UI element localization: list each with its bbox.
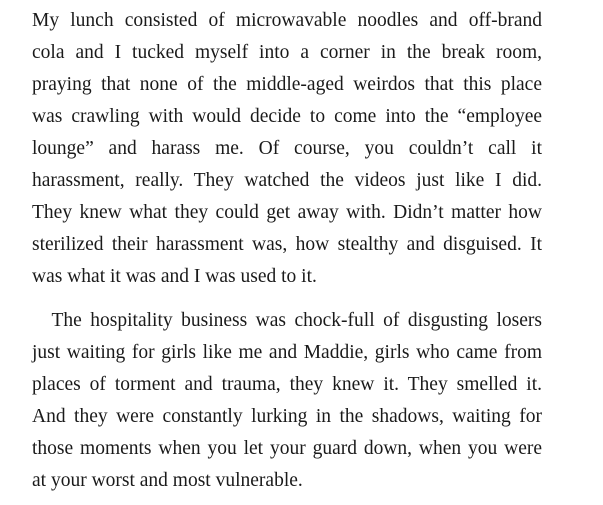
text-line: The hospitality business was chock-full of disgusting losers bbox=[32, 310, 542, 331]
text-line: And they were constantly lurking in the shadows, waiting for bbox=[32, 406, 542, 427]
text-line: sterilized their harassment was, how stealthy and disguised. It bbox=[32, 234, 542, 255]
text-line: at your worst and most vulnerable. bbox=[32, 470, 303, 491]
text-line: praying that none of the middle-aged weirdos that this place bbox=[32, 74, 542, 95]
paragraph bbox=[32, 305, 542, 497]
text-line: was what it was and I was used to it. bbox=[32, 266, 317, 287]
text-line: just waiting for girls like me and Maddie, girls who came from bbox=[32, 342, 542, 363]
paragraph bbox=[32, 5, 542, 293]
text-line: those moments when you let your guard down, when you were bbox=[32, 438, 542, 459]
text-line: places of torment and trauma, they knew it. They smelled it. bbox=[32, 374, 542, 395]
text-line: cola and I tucked myself into a corner in the break room, bbox=[32, 42, 542, 63]
text-line: was crawling with would decide to come into the “employee bbox=[32, 106, 542, 127]
text-line: lounge” and harass me. Of course, you couldn’t call it bbox=[32, 138, 542, 159]
text-line: They knew what they could get away with. Didn’t matter how bbox=[32, 202, 542, 223]
text-line: My lunch consisted of microwavable noodles and off-brand bbox=[32, 10, 542, 31]
text-line: harassment, really. They watched the videos just like I did. bbox=[32, 170, 542, 191]
